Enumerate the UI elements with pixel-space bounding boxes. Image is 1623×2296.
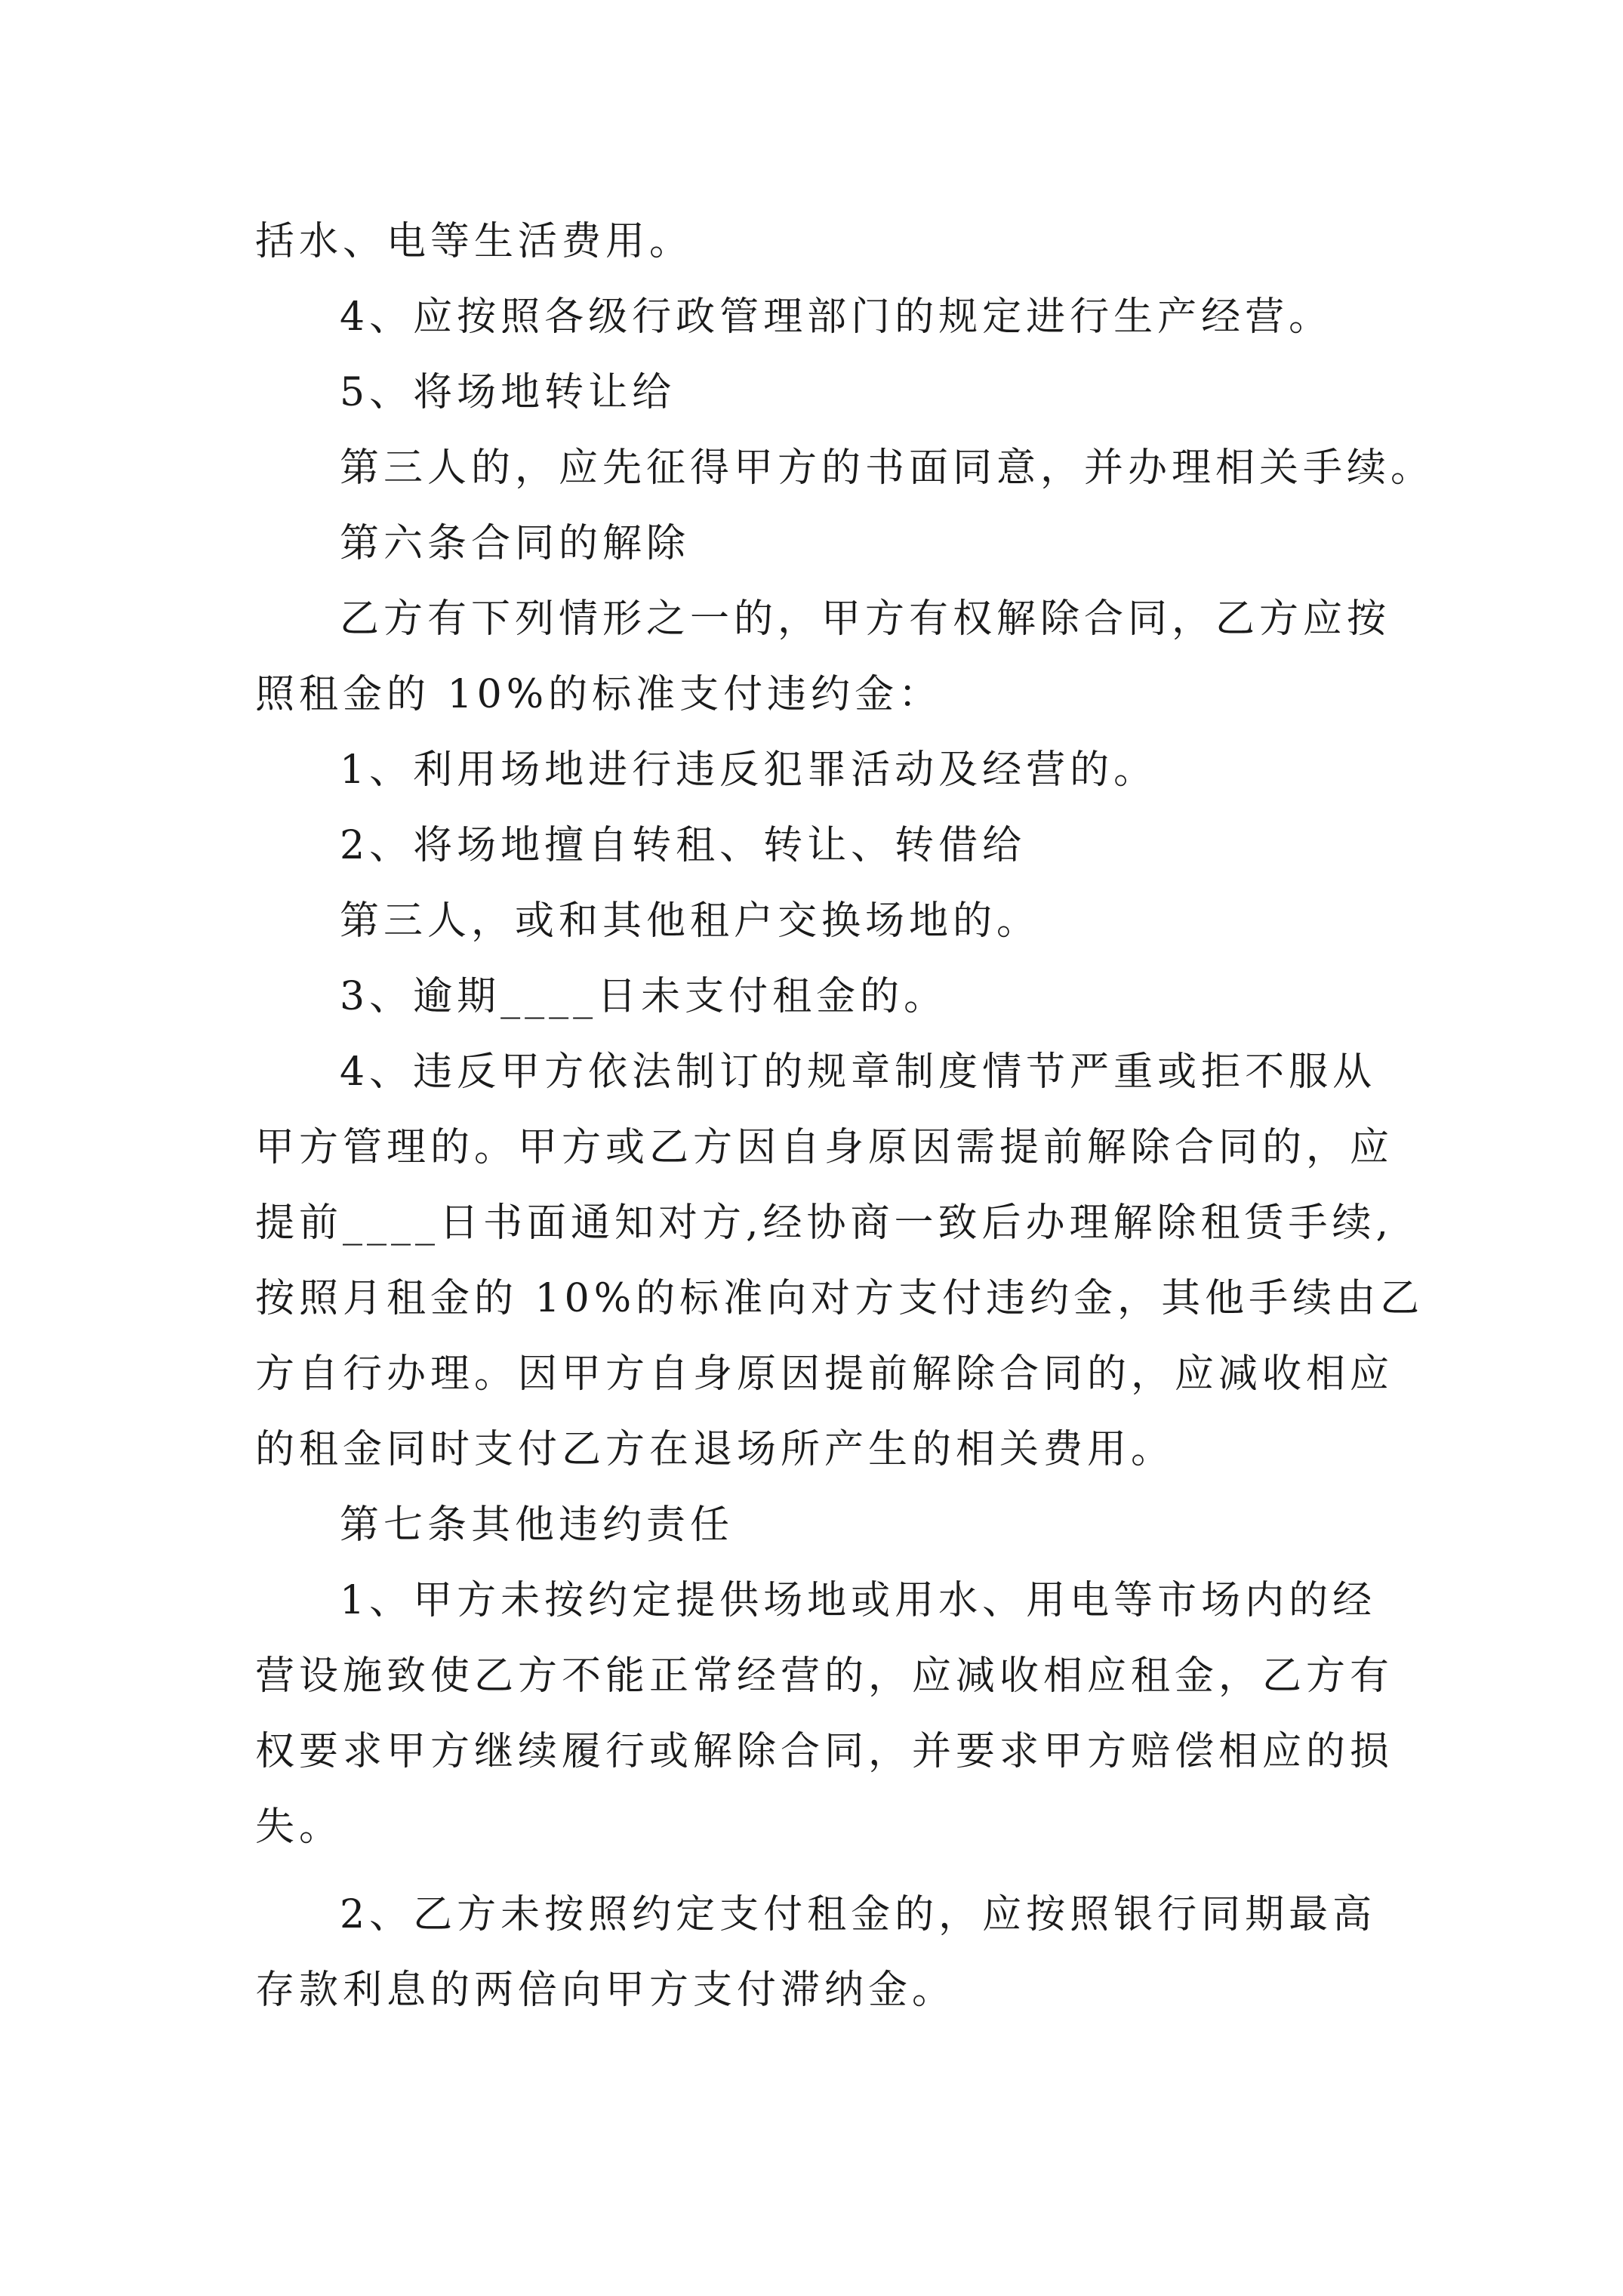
paragraph-line: 甲方管理的。甲方或乙方因自身原因需提前解除合同的，应	[255, 1125, 1394, 1170]
section-heading: 第六条合同的解除	[340, 521, 691, 566]
paragraph-line: 3、逾期____日未支付租金的。	[340, 974, 948, 1019]
paragraph-spacer	[255, 1865, 1387, 1877]
paragraph-line: 权要求甲方继续履行或解除合同，并要求甲方赔偿相应的损	[255, 1729, 1394, 1774]
paragraph-line: 5、将场地转让给	[340, 370, 676, 415]
paragraph-line: 括水、电等生活费用。	[255, 219, 694, 264]
paragraph-line: 乙方有下列情形之一的，甲方有权解除合同，乙方应按	[340, 596, 1391, 642]
paragraph-line: 4、应按照各级行政管理部门的规定进行生产经营。	[340, 294, 1333, 340]
paragraph-line: 4、违反甲方依法制订的规章制度情节严重或拒不服从	[340, 1049, 1377, 1095]
paragraph-line: 营设施致使乙方不能正常经营的，应减收相应租金，乙方有	[255, 1653, 1394, 1699]
paragraph-line: 的租金同时支付乙方在退场所产生的相关费用。	[255, 1427, 1175, 1472]
paragraph-line: 失。	[255, 1804, 343, 1850]
paragraph-line: 第三人的，应先征得甲方的书面同意，并办理相关手续。	[340, 445, 1435, 491]
paragraph-line: 2、乙方未按照约定支付租金的，应按照银行同期最高	[340, 1892, 1377, 1937]
section-heading: 第七条其他违约责任	[340, 1502, 735, 1548]
paragraph-line: 按照月租金的 10%的标准向对方支付违约金，其他手续由乙	[255, 1276, 1424, 1321]
paragraph-line: 1、甲方未按约定提供场地或用水、用电等市场内的经	[340, 1578, 1377, 1623]
paragraph-line: 1、利用场地进行违反犯罪活动及经营的。	[340, 747, 1158, 793]
paragraph-line: 2、将场地擅自转租、转让、转借给	[340, 823, 1027, 868]
paragraph-line: 照租金的 10%的标准支付违约金：	[255, 672, 943, 717]
paragraph-line: 第三人，或和其他租户交换场地的。	[340, 898, 1041, 944]
paragraph-line: 存款利息的两倍向甲方支付滞纳金。	[255, 1968, 956, 2013]
document-body	[255, 204, 1435, 2028]
paragraph-line: 提前____日书面通知对方,经协商一致后办理解除租赁手续,	[255, 1200, 1394, 1246]
paragraph-line: 方自行办理。因甲方自身原因提前解除合同的，应减收相应	[255, 1351, 1394, 1397]
